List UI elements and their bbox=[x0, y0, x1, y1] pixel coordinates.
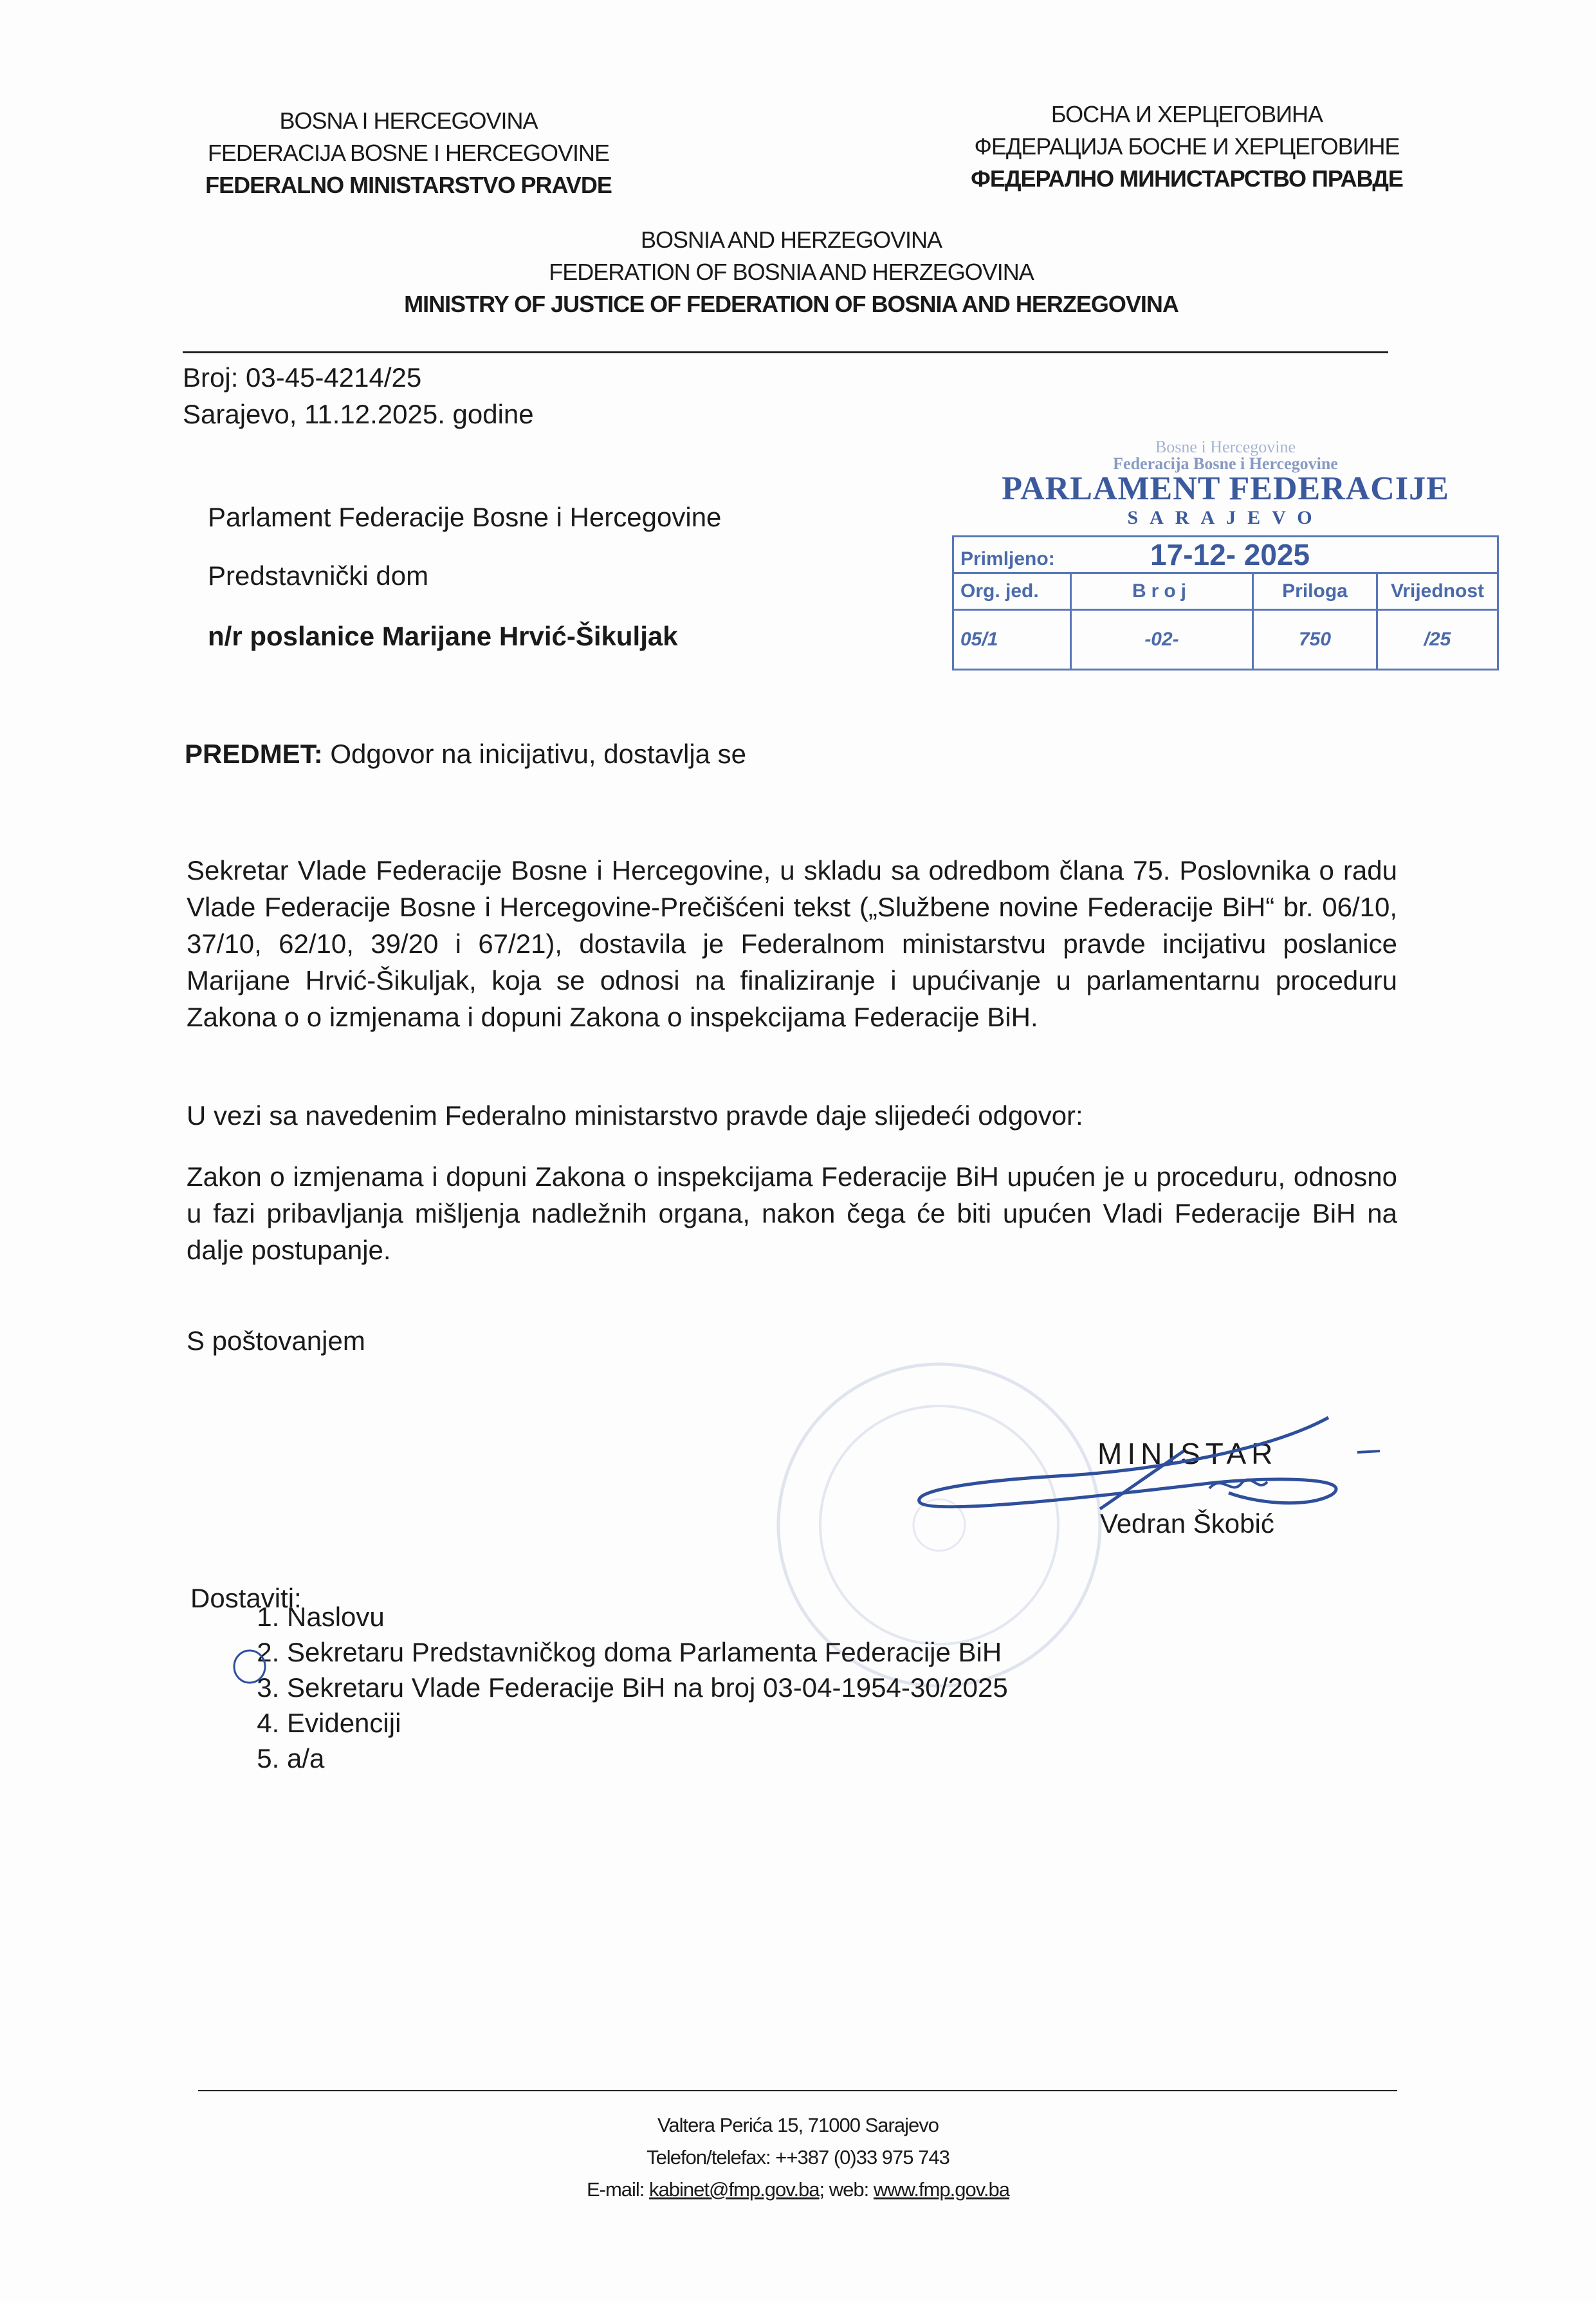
distribution-item: 3. Sekretaru Vlade Federacije BiH na broj 03-04-1954-30/2025 bbox=[287, 1670, 1252, 1705]
signature-title: MINISTAR bbox=[1097, 1437, 1278, 1470]
header-right-line2: ФЕДЕРАЦИЈА БОСНЕ И ХЕРЦЕГОВИНЕ bbox=[974, 133, 1400, 160]
header-right-line3: ФЕДЕРАЛНО МИНИСТАРСТВО ПРАВДЕ bbox=[971, 165, 1403, 192]
stamp-top1: Bosne i Hercegovine bbox=[1155, 438, 1296, 456]
footer-address: Valtera Perića 15, 71000 Sarajevo bbox=[657, 2114, 939, 2136]
recipient-line3: n/r poslanice Marijane Hrvić-Šikuljak bbox=[208, 621, 678, 651]
stamp-received-label: Primljeno: bbox=[960, 548, 1055, 569]
header-center bbox=[283, 224, 1299, 320]
stamp-city: SARAJEVO bbox=[1127, 507, 1324, 528]
distribution-list bbox=[212, 1599, 1252, 1776]
stamp-val-org: 05/1 bbox=[953, 610, 1071, 670]
stamp-col-org: Org. jed. bbox=[953, 573, 1071, 610]
footer-email-label: E-mail: bbox=[586, 2178, 645, 2201]
header-left-line3: FEDERALNO MINISTARSTVO PRAVDE bbox=[205, 172, 612, 198]
reference-block bbox=[183, 359, 762, 432]
recipient-line1: Parlament Federacije Bosne i Hercegovine bbox=[208, 502, 722, 532]
stamp-col-priloga: Priloga bbox=[1253, 573, 1377, 610]
header-center-line3: MINISTRY OF JUSTICE OF FEDERATION OF BOSNIA AND HERZEGOVINA bbox=[404, 291, 1179, 317]
footer-web-label: ; web: bbox=[819, 2178, 869, 2201]
stamp-val-broj: -02- bbox=[1071, 610, 1253, 670]
handwritten-circle-mark bbox=[230, 1647, 269, 1686]
registry-stamp bbox=[952, 438, 1499, 695]
footer-divider bbox=[198, 2090, 1397, 2091]
distribution-label: Dostaviti: bbox=[190, 1583, 302, 1613]
signatory-name: Vedran Škobić bbox=[1100, 1508, 1274, 1539]
body-paragraph-3: Zakon o izmjenama i dopuni Zakona o inspekcijama Federacije BiH upućen je u proceduru, odnosno u fazi pribavljanja mišljenja nadležnih organa, nakon čega će biti upućen Vladi Federacije BiH na dalje postupanje. bbox=[187, 1161, 1397, 1265]
stamp-col-broj: Broj bbox=[1071, 573, 1253, 610]
stamp-received-date: 17-12- 2025 bbox=[1150, 538, 1310, 571]
header-divider bbox=[183, 351, 1388, 353]
subject-line bbox=[185, 735, 746, 772]
stamp-val-priloga: 750 bbox=[1253, 610, 1377, 670]
body-paragraph-1: Sekretar Vlade Federacije Bosne i Hercegovine, u skladu sa odredbom člana 75. Poslovnika o radu Vlade Federacije Bosne i Hercegovine-Prečišćeni tekst („Službene novine Federacije BiH“ br. 06/10, 37/10, 62/10, 39/20 i 67/21), dostavila je Federalnom ministarstvu pravde incijativu poslanice Marijane Hrvić-Šikuljak, koja se odnosi na finaliziranje i upućivanje u parlamentarnu proceduru Zakona o o izmjenama i dopuni Zakona o inspekcijama Federacije BiH. bbox=[187, 855, 1397, 1032]
stamp-title: PARLAMENT FEDERACIJE bbox=[1002, 470, 1449, 507]
header-center-line2: FEDERATION OF BOSNIA AND HERZEGOVINA bbox=[549, 259, 1034, 285]
distribution-item: 4. Evidenciji bbox=[287, 1705, 1252, 1741]
header-left bbox=[167, 105, 650, 201]
distribution-item: 1. Naslovu bbox=[287, 1599, 1252, 1634]
reference-date: Sarajevo, 11.12.2025. godine bbox=[183, 399, 534, 429]
header-right-line1: БОСНА И ХЕРЦЕГОВИНА bbox=[1050, 101, 1323, 127]
recipient-line2: Predstavnički dom bbox=[208, 560, 429, 591]
stamp-table bbox=[952, 535, 1499, 671]
header-center-line1: BOSNIA AND HERZEGOVINA bbox=[640, 227, 942, 253]
header-left-line2: FEDERACIJA BOSNE I HERCEGOVINE bbox=[207, 140, 610, 166]
subject-text: Odgovor na inicijativu, dostavlja se bbox=[330, 739, 747, 769]
body-paragraph-2: U vezi sa navedenim Federalno ministarstvo pravde daje slijedeći odgovor: bbox=[187, 1100, 1083, 1131]
subject-label: PREDMET: bbox=[185, 739, 323, 769]
header-left-line1: BOSNA I HERCEGOVINA bbox=[279, 107, 538, 134]
footer-web-link[interactable]: www.fmp.gov.ba bbox=[873, 2178, 1010, 2201]
distribution-item: 2. Sekretaru Predstavničkog doma Parlamenta Federacije BiH bbox=[287, 1634, 1252, 1670]
header-right bbox=[946, 98, 1428, 195]
stamp-col-vrijednost: Vrijednost bbox=[1377, 573, 1498, 610]
stamp-val-vrijednost: /25 bbox=[1377, 610, 1498, 670]
closing-text: S poštovanjem bbox=[187, 1326, 365, 1356]
reference-number: Broj: 03-45-4214/25 bbox=[183, 362, 422, 393]
footer-contact bbox=[0, 2174, 1596, 2206]
distribution-item: 5. a/a bbox=[287, 1741, 1252, 1776]
stamp-top2: Federacija Bosne i Hercegovine bbox=[1113, 454, 1338, 473]
footer-phone: Telefon/telefax: ++387 (0)33 975 743 bbox=[647, 2146, 949, 2169]
footer-email-link[interactable]: kabinet@fmp.gov.ba bbox=[649, 2178, 820, 2201]
stamp-received-row bbox=[953, 537, 1498, 573]
